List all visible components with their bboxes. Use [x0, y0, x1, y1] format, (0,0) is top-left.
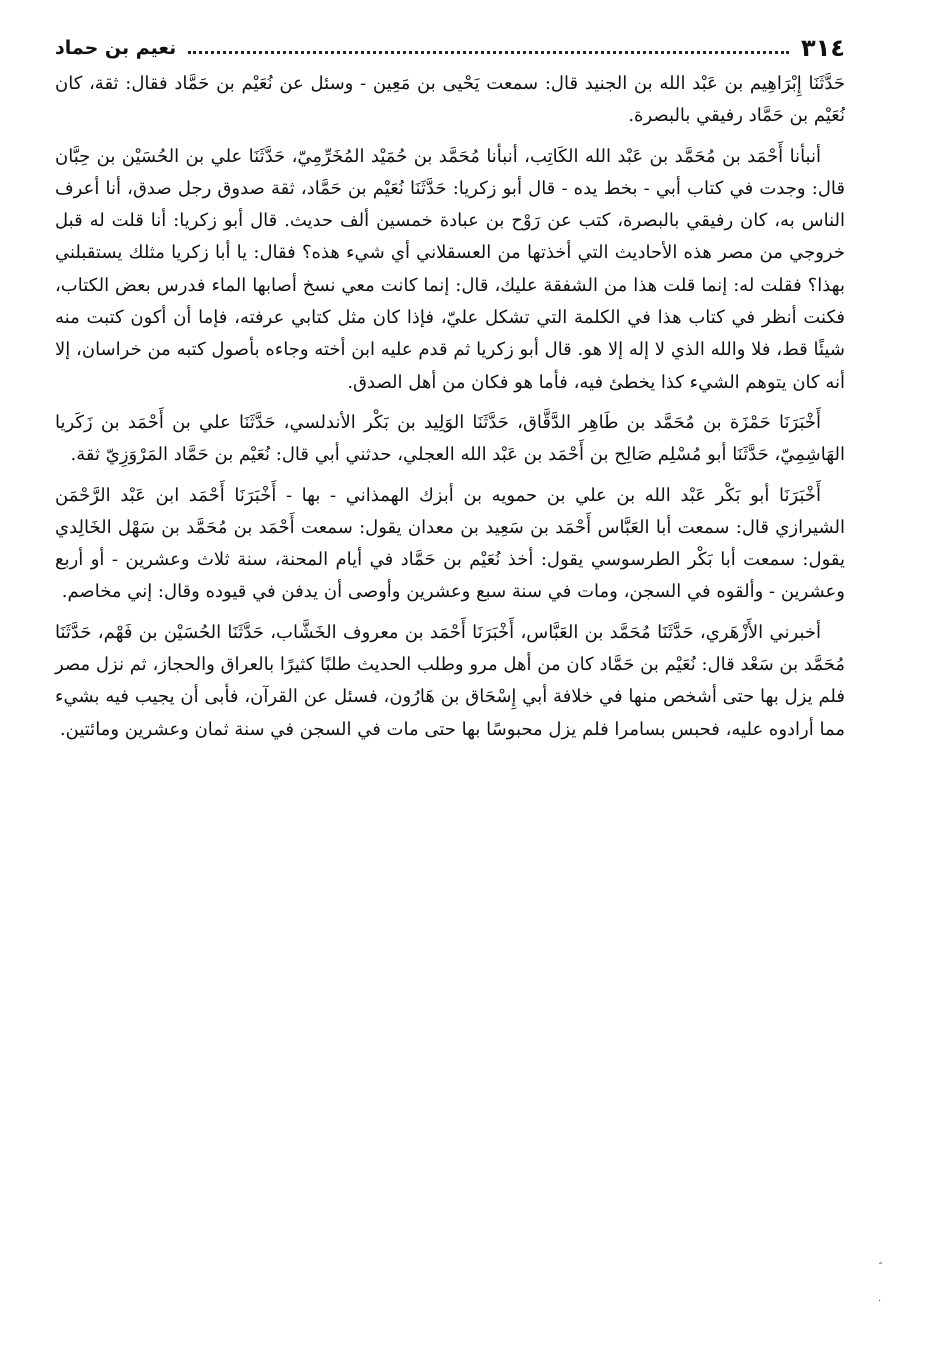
margin-speck: · — [878, 1296, 882, 1307]
page-body — [55, 68, 845, 754]
header-dotted-leader — [188, 51, 789, 54]
running-title: نعيم بن حماد — [55, 37, 177, 59]
margin-speck: ˆ — [878, 1262, 883, 1273]
paragraph-2: أنبأنا أَحْمَد بن مُحَمَّد بن عَبْد الله الكَاتِب، أنبأنا مُحَمَّد بن حُمَيْد المُخَرِّمِيّ، حَدَّثَنَا علي بن الحُسَيْن بن حِبَّان قال: وجدت في كتاب أبي - بخط يده - قال أبو زكريا: حَدَّثَنَا نُعَيْم بن حَمَّاد، ثقة صدوق رجل صدق، أنا أعرف الناس به، كان رفيقي بالبصرة، كتب عن رَوْح بن عبادة خمسين ألف حديث. قال أبو زكريا: أنا قلت له قبل خروجي من مصر هذه الأحاديث التي أخذتها من العسقلاني أي شيء هذه؟ فقال: يا أبا زكريا مثلك يستقبلني بهذا؟ فقلت له: إنما قلت هذا من الشفقة عليك، قال: إنما كانت معي نسخ أصابها الماء فدرس بعض الكتاب، فكنت أنظر في كتاب هذا في الكلمة التي تشكل عليّ، فإذا كان مثل كتابي عرفته، فإما أن أكون كتبت منه شيئًا قط، فلا والله الذي لا إله إلا هو. قال أبو زكريا ثم قدم عليه ابن أخته وجاءه بأصول كتبه من خراسان، إلا أنه كان يتوهم الشيء كذا يخطئ فيه، فأما هو فكان من أهل الصدق. — [55, 145, 846, 393]
paragraph-5: أخبرني الأَزْهَري، حَدَّثَنَا مُحَمَّد بن العَبَّاس، أَخْبَرَنَا أَحْمَد بن معروف الخَشَّاب، حَدَّثَنَا الحُسَيْن بن فَهْم، حَدَّثَنَا مُحَمَّد بن سَعْد قال: نُعَيْم بن حَمَّاد كان من أهل مرو وطلب الحديث طلبًا كثيرًا بالعراق والحجاز، ثم نزل مصر فلم يزل بها حتى أشخص منها في خلافة أبي إِسْحَاق بن هَارُون، فسئل عن القرآن، فأبى أن يجيب فيه بشيء مما أرادوه عليه، فحبس بسامرا فلم يزل محبوسًا بها حتى مات في السجن في سنة ثمان وعشرين ومائتين. — [55, 621, 845, 740]
paragraph-3: أَخْبَرَنَا حَمْزَة بن مُحَمَّد بن طَاهِر الدَّقَّاق، حَدَّثَنَا الوَلِيد بن بَكْر الأندلسي، حَدَّثَنَا علي بن أَحْمَد بن زَكَريا الهَاشِمِيّ، حَدَّثَنَا أبو مُسْلِم صَالِح بن أَحْمَد بن عَبْد الله العجلي، حدثني أبي قال: نُعَيْم بن حَمَّاد المَرْوَزِيّ ثقة. — [55, 411, 845, 466]
page-number: ٣١٤ — [801, 34, 845, 62]
page-header — [55, 30, 845, 66]
paragraph-1: حَدَّثَنَا إِبْرَاهِيم بن عَبْد الله بن الجنيد قال: سمعت يَحْيى بن مَعِين - وسئل عن نُعَيْم بن حَمَّاد فقال: ثقة، كان نُعَيْم بن حَمَّاد رفيقي بالبصرة. — [55, 73, 845, 127]
paragraph-4: أَخْبَرَنَا أبو بَكْر عَبْد الله بن علي بن حمويه بن أبزك الهمذاني - بها - أَخْبَرَنَا أَحْمَد ابن عَبْد الرَّحْمَن الشيرازي قال: سمعت أبا العَبَّاس أَحْمَد بن سَعِيد بن معدان يقول: سمعت أَحْمَد بن مُحَمَّد بن سَهْل الخَالِدي يقول: سمعت أبا بَكْر الطرسوسي يقول: أخذ نُعَيْم بن حَمَّاد في أيام المحنة، سنة ثلاث وعشرين - أو أربع وعشرين - وألقوه في السجن، ومات في سنة سبع وعشرين وأوصى أن يدفن في قيوده وقال: إني مخاصم. — [55, 484, 845, 603]
